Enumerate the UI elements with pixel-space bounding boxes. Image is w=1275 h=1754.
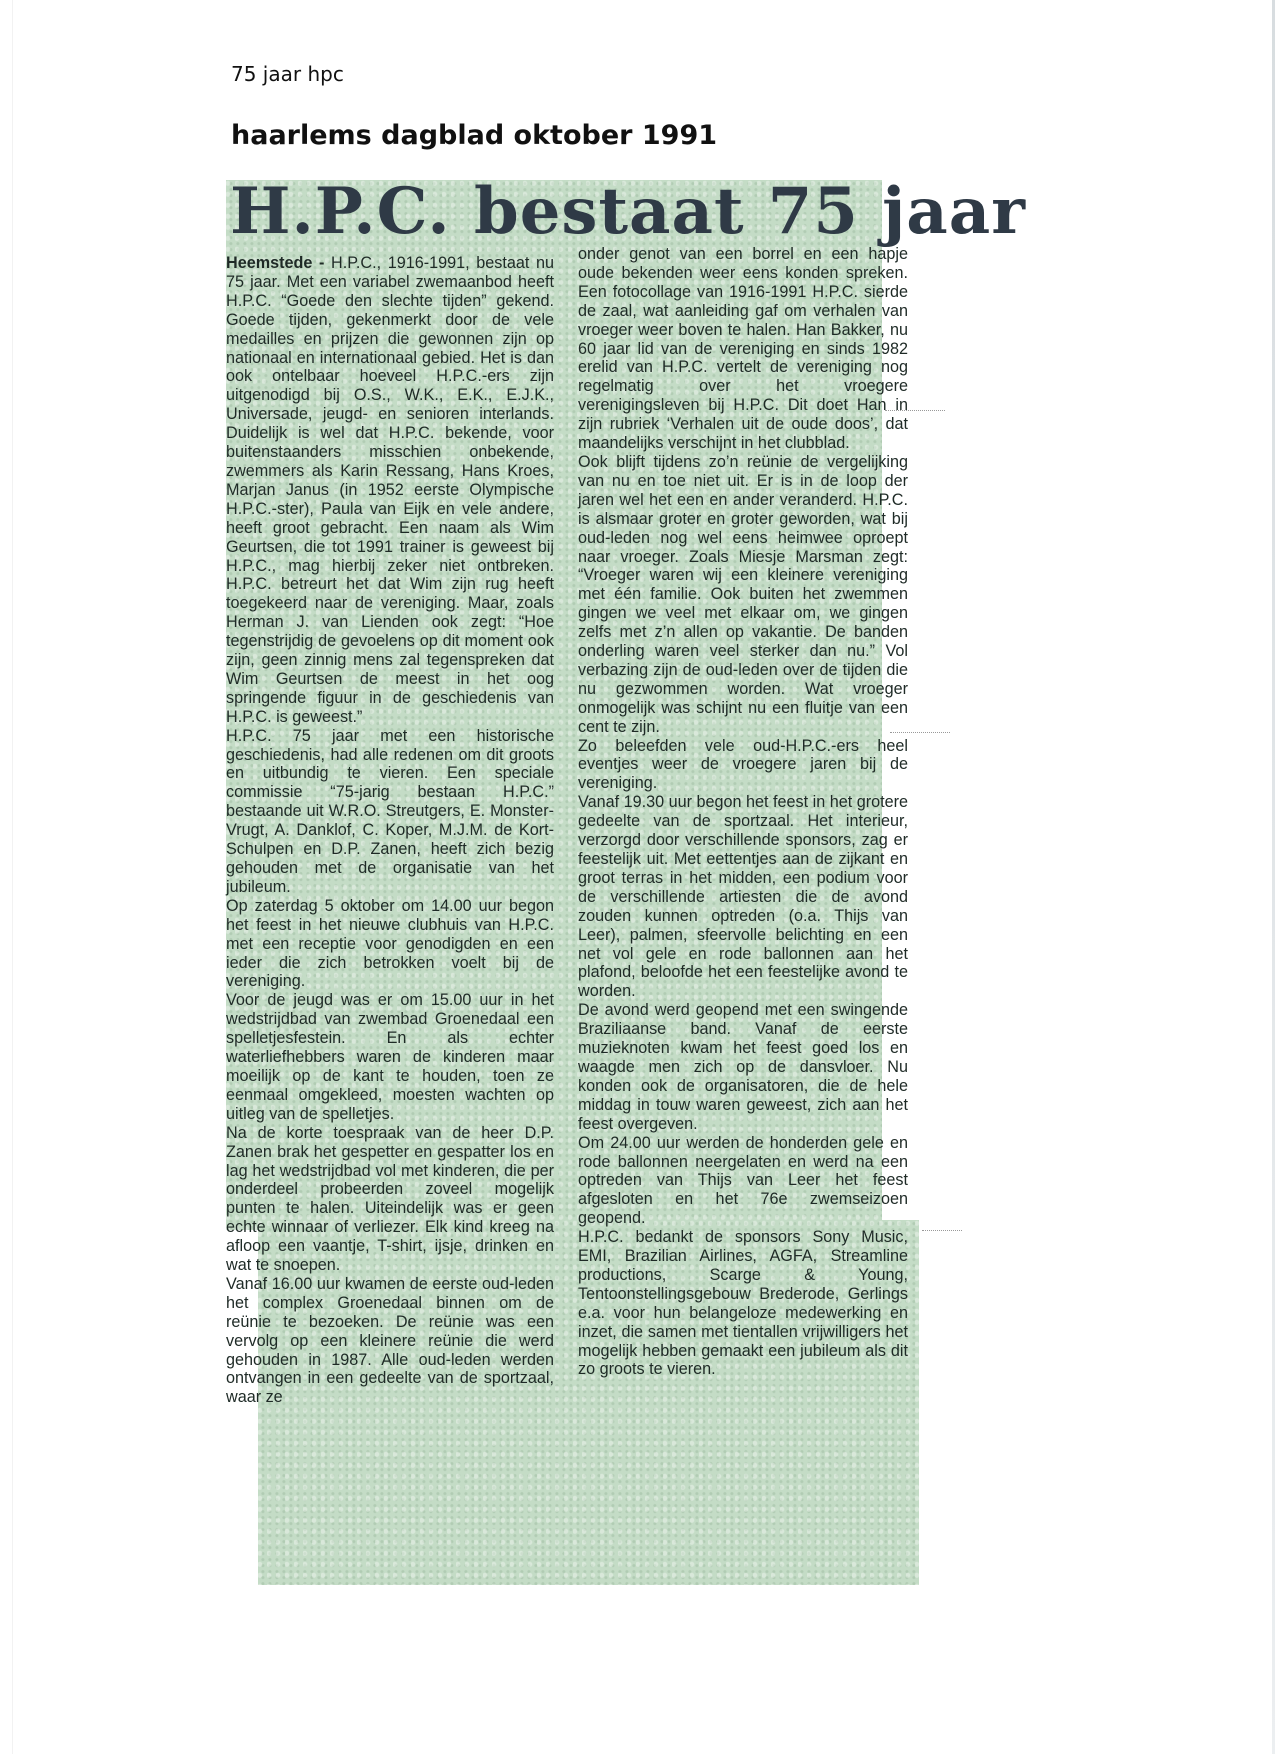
newspaper-clipping bbox=[226, 174, 1026, 1585]
scan-edge-left bbox=[12, 0, 13, 1754]
article-paragraph: H.P.C. bedankt de sponsors Sony Music, EMI, Brazilian Airlines, AGFA, Streamline productions, Scarge & Young, Tentoonstellingsgebouw Brederode, Gerlings e.a. voor hun belangeloze medewerking en inzet, die samen met tientallen vrijwilligers het mogelijk hebben gemaakt een jubileum als dit zo groots te vieren. bbox=[578, 1228, 908, 1379]
article-paragraph: Vanaf 16.00 uur kwamen de eerste oud-leden het complex Groenedaal binnen om de reünie te bezoeken. De reünie was een vervolg op een kleinere reünie die werd gehouden in 1987. Alle oud-leden werden ontvangen in een gedeelte van de sportzaal, waar ze bbox=[226, 1274, 554, 1407]
article-column-left bbox=[226, 254, 554, 1407]
article-paragraph: onder genot van een borrel en een hapje oude bekenden weer eens konden spreken. Een fotocollage van 1916-1991 H.P.C. sierde de zaal, wat aanleiding gaf om verhalen van vroeger weer boven te halen. Han Bakker, nu 60 jaar lid van de vereniging en sinds 1982 erelid van H.P.C. vertelt de vereniging nog regelmatig over het vroegere verenigingsleven bij H.P.C. Dit doet Han in zijn rubriek ‘Verhalen uit de oude doos’, dat maandelijks verschijnt in het clubblad. bbox=[578, 245, 908, 453]
article-paragraph: De avond werd geopend met een swingende Braziliaanse band. Vanaf de eerste muzieknoten kwam het feest goed los en waagde men zich op de dansvloer. Nu konden ook de organisatoren, die de hele middag in touw waren geweest, zich aan het feest overgeven. bbox=[578, 1001, 908, 1133]
article-paragraph: Ook blijft tijdens zo’n reünie de vergelijking van nu en toe niet uit. Er is in de loop der jaren wel het een en ander veranderd. H.P.C. is alsmaar groter en groter geworden, wat bij oud-leden nog wel eens heimwee oproept naar vroeger. Zoals Miesje Marsman zegt: “Vroeger waren wij een kleinere vereniging met één familie. Ook buiten het zwemmen gingen we veel met elkaar om, we gingen zelfs met z’n allen op vakantie. De banden onderling waren veel sterker dan nu.” Vol verbazing zijn de oud-leden over de tijden die nu gezwommen worden. Wat vroeger onmogelijk was schijnt nu een fluitje van een cent te zijn. bbox=[578, 452, 908, 736]
article-paragraph: Op zaterdag 5 oktober om 14.00 uur begon het feest in het nieuwe clubhuis van H.P.C. met een receptie voor genodigden en een ieder die zich betrokken voelt bij de vereniging. bbox=[226, 896, 554, 991]
scan-dotted-mark bbox=[890, 732, 950, 734]
article-paragraph: Zo beleefden vele oud-H.P.C.-ers heel eventjes weer de vroegere jaren bij de vereniging. bbox=[578, 736, 908, 793]
article-paragraph: Voor de jeugd was er om 15.00 uur in het wedstrijdbad van zwembad Groenedaal een spelletjesfestein. En als echter waterliefhebbers waren de kinderen maar moeilijk op de kant te houden, toen ze eenmaal omgekleed, moesten wachten op uitleg van de spelletjes. bbox=[226, 991, 554, 1123]
article-paragraph: Na de korte toespraak van de heer D.P. Zanen brak het gespetter en gespatter los en lag het wedstrijdbad vol met kinderen, die per onderdeel probeerden zoveel mogelijk punten te halen. Uiteindelijk was er geen echte winnaar of verliezer. Elk kind kreeg na afloop een vaantje, T-shirt, ijsje, drinken en wat te snoepen. bbox=[226, 1123, 554, 1275]
source-title: haarlems dagblad oktober 1991 bbox=[231, 120, 718, 151]
scan-dotted-mark bbox=[922, 1230, 962, 1232]
scan-dotted-mark bbox=[885, 410, 945, 412]
article-paragraph: Heemstede - H.P.C., 1916-1991, bestaat nu 75 jaar. Met een variabel zwemaanbod heeft H.P.C. “Goede den slechte tijden” gekend. Goede tijden, gekenmerkt door de vele medailles en prijzen die gewonnen zijn op nationaal en internationaal gebied. Het is dan ook ontelbaar hoeveel H.P.C.-ers zijn uitgenodigd bij O.S., W.K., E.K., E.J.K., Universade, jeugd- en senioren interlands. Duidelijk is wel dat H.P.C. bekende, voor buitenstaanders misschien onbekende, zwemmers als Karin Ressang, Hans Kroes, Marjan Janus (in 1952 eerste Olympische H.P.C.-ster), Paula van Eijk en vele andere, heeft groot gebracht. Een naam als Wim Geurtsen, die tot 1991 trainer is geweest bij H.P.C., mag hierbij zeker niet ontbreken. H.P.C. betreurt het dat Wim zijn rug heeft toegekeerd naar de vereniging. Maar, zoals Herman J. van Lienden ook zegt: “Hoe tegenstrijdig de gevoelens op dit moment ook zijn, geen zinnig mens zal tegenspreken dat Wim Geurtsen de meest in het oog springende figuur in de geschiedenis van H.P.C. is geweest.” bbox=[226, 254, 555, 726]
page-label: 75 jaar hpc bbox=[231, 62, 344, 86]
dateline: Heemstede - bbox=[226, 254, 332, 272]
article-column-right bbox=[578, 245, 908, 1379]
article-paragraph: Om 24.00 uur werden de honderden gele en rode ballonnen neergelaten en werd na een optreden van Thijs van Leer het feest afgesloten en het 76e zwemseizoen geopend. bbox=[578, 1133, 908, 1228]
article-paragraph: Vanaf 19.30 uur begon het feest in het grotere gedeelte van de sportzaal. Het interieur, verzorgd door verschillende sponsors, zag er feestelijk uit. Met eettentjes aan de zijkant en groot terras in het midden, een podium voor de verschillende artiesten die de avond zouden kunnen optreden (o.a. Thijs van Leer), palmen, sfeervolle belichting en een net vol gele en rode ballonnen aan het plafond, beloofde het een feestelijke avond te worden. bbox=[578, 793, 908, 1001]
article-headline: H.P.C. bestaat 75 jaar bbox=[230, 174, 1026, 249]
article-paragraph: H.P.C. 75 jaar met een historische geschiedenis, had alle redenen om dit groots en uitbundig te vieren. Een speciale commissie “75-jarig bestaan H.P.C.” bestaande uit W.R.O. Streutgers, E. Monster-Vrugt, A. Danklof, C. Koper, M.J.M. de Kort-Schulpen en D.P. Zanen, heeft zich bezig gehouden met de organisatie van het jubileum. bbox=[226, 726, 554, 896]
